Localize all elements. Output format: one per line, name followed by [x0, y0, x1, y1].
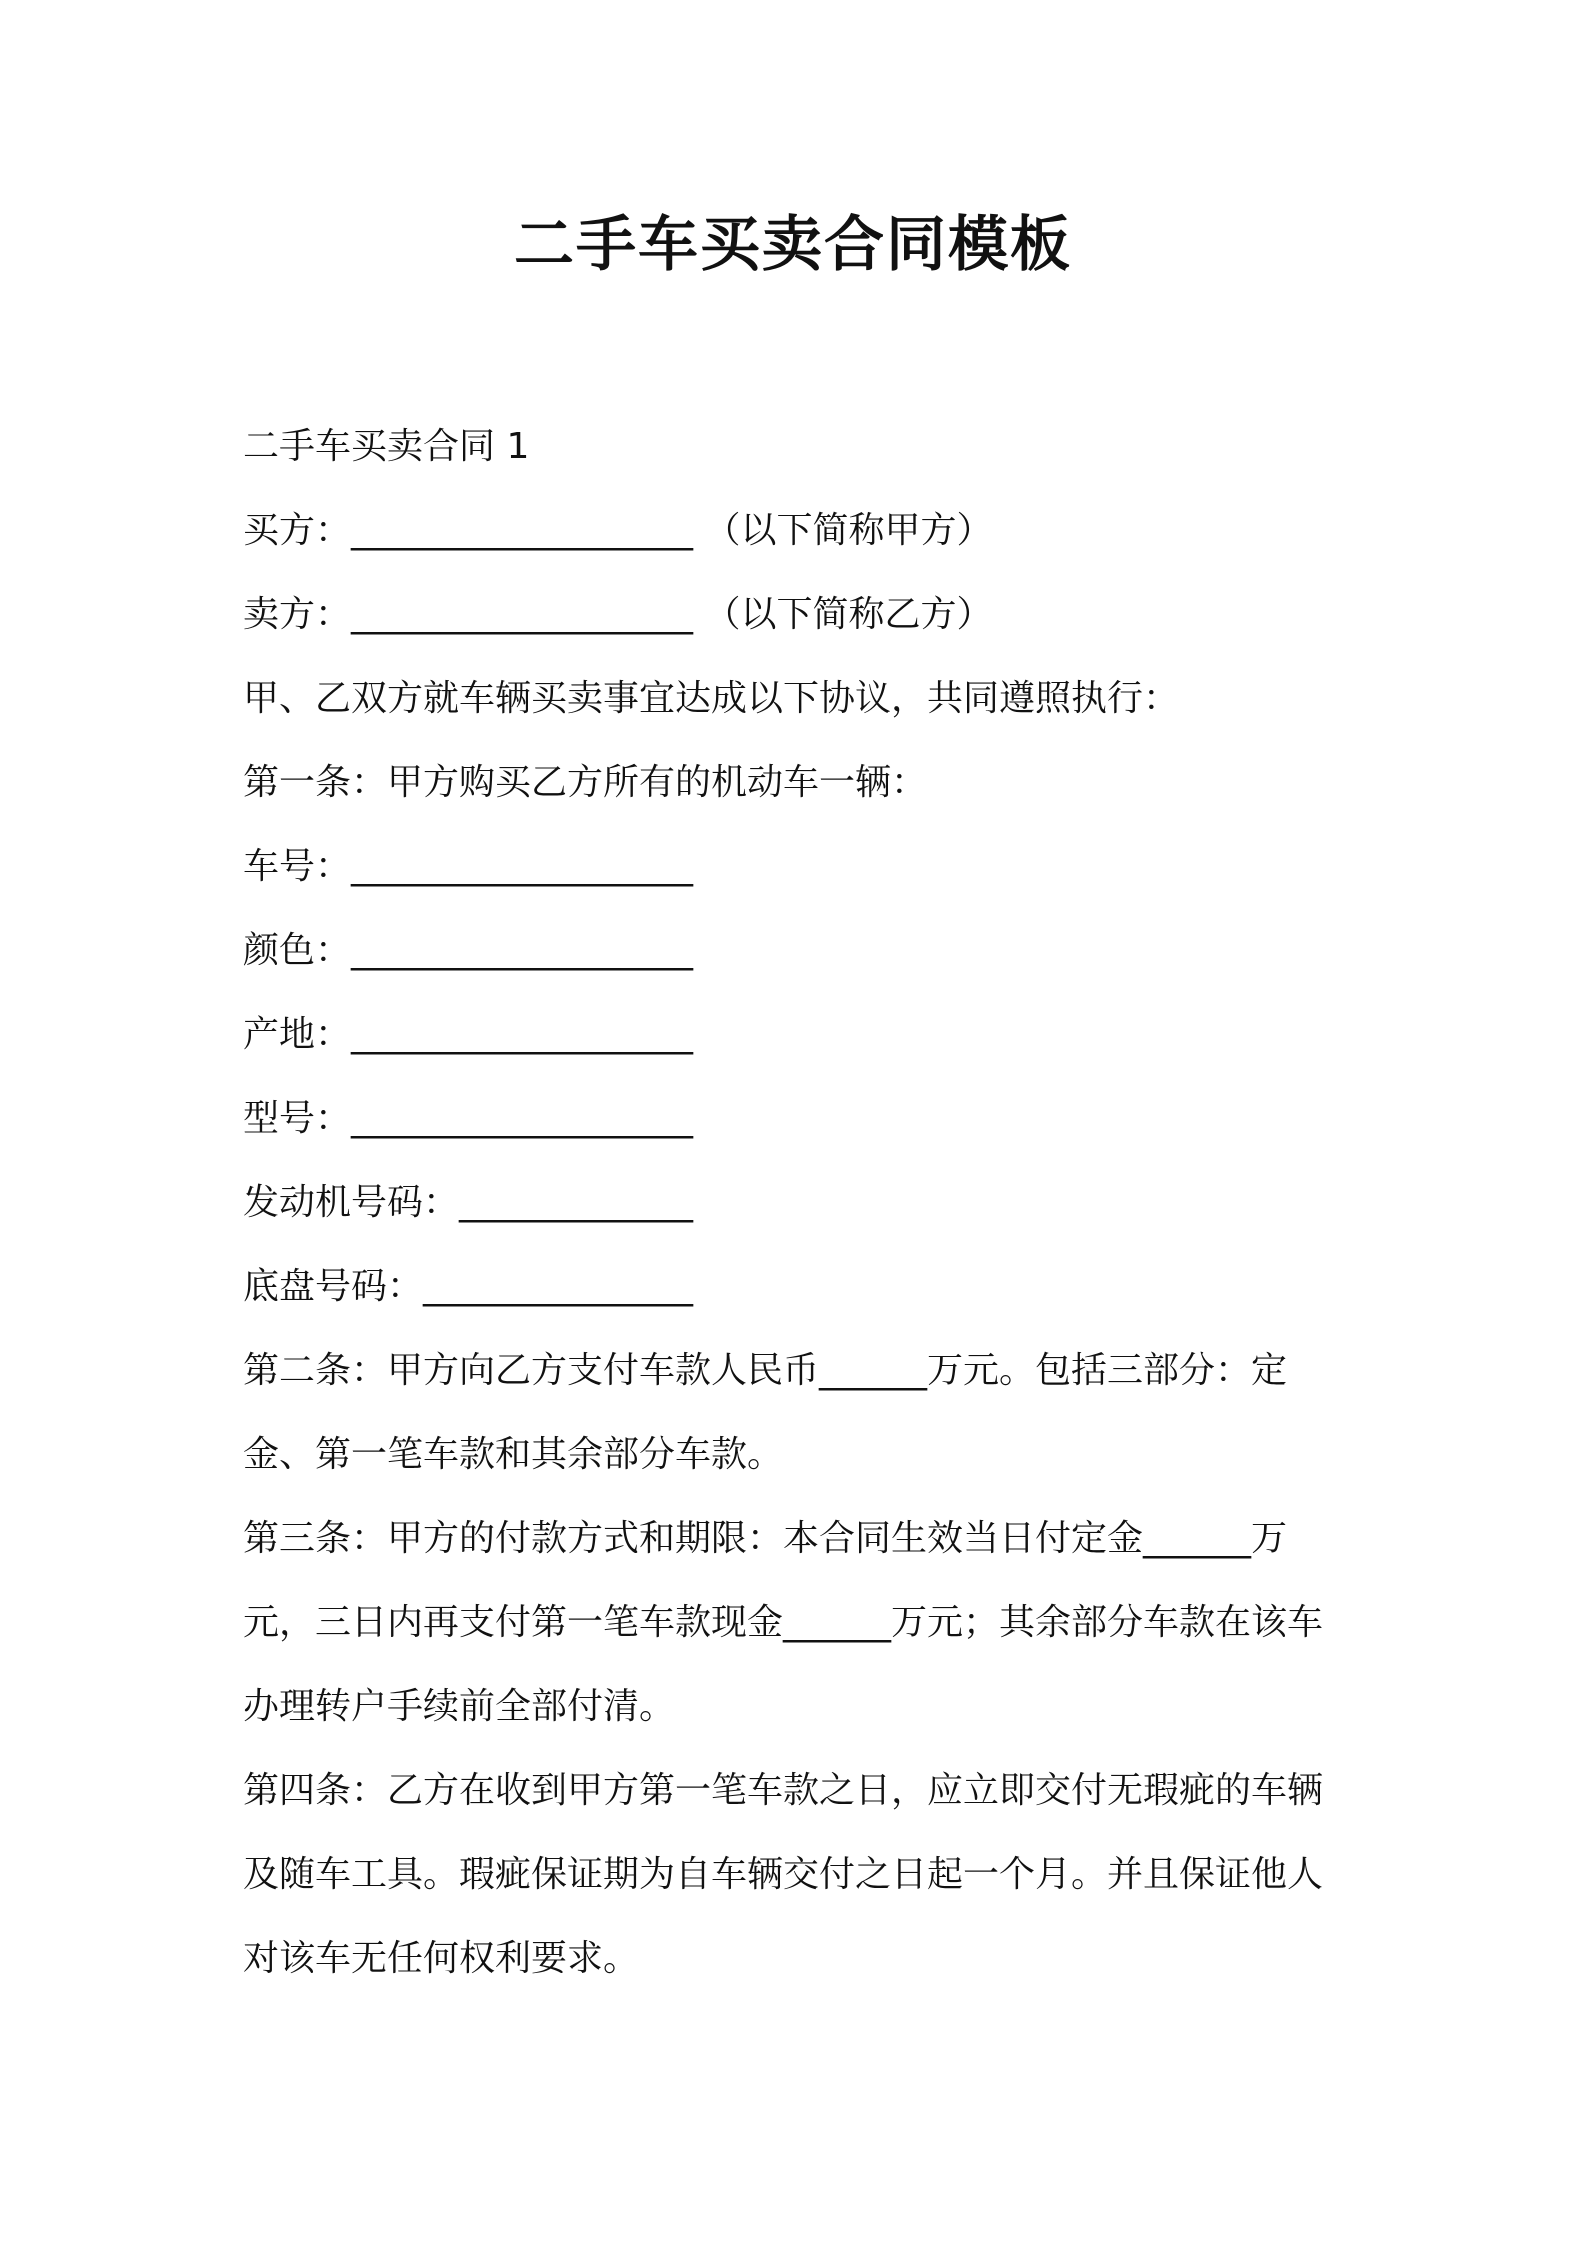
article-2: 第二条：甲方向乙方支付车款人民币______万元。包括三部分：定金、第一笔车款和其余部分车款。	[243, 1350, 1288, 1475]
article-3: 第三条：甲方的付款方式和期限：本合同生效当日付定金______万元，三日内再支付第一笔车款现金______万元；其余部分车款在该车办理转户手续前全部付清。	[243, 1518, 1324, 1727]
agreement-intro: 甲、乙双方就车辆买卖事宜达成以下协议，共同遵照执行：	[243, 678, 1180, 719]
article-1: 第一条：甲方购买乙方所有的机动车一辆：	[243, 762, 928, 803]
contract-subtitle: 二手车买卖合同 1	[243, 426, 530, 467]
model-line: 型号：___________________	[243, 1098, 694, 1139]
origin-line: 产地：___________________	[243, 1014, 694, 1055]
plate-number-line: 车号：___________________	[243, 846, 694, 887]
seller-line: 卖方：___________________ （以下简称乙方）	[243, 594, 993, 635]
chassis-number-line: 底盘号码：_______________	[243, 1266, 694, 1307]
article-4: 第四条：乙方在收到甲方第一笔车款之日，应立即交付无瑕疵的车辆及随车工具。瑕疵保证期为自车辆交付之日起一个月。并且保证他人对该车无任何权利要求。	[243, 1770, 1324, 1979]
color-line: 颜色：___________________	[243, 930, 694, 971]
buyer-line: 买方：___________________ （以下简称甲方）	[243, 510, 993, 551]
document-body	[243, 405, 1358, 2001]
engine-number-line: 发动机号码：_____________	[243, 1182, 694, 1223]
document-title: 二手车买卖合同模板	[514, 210, 1072, 280]
